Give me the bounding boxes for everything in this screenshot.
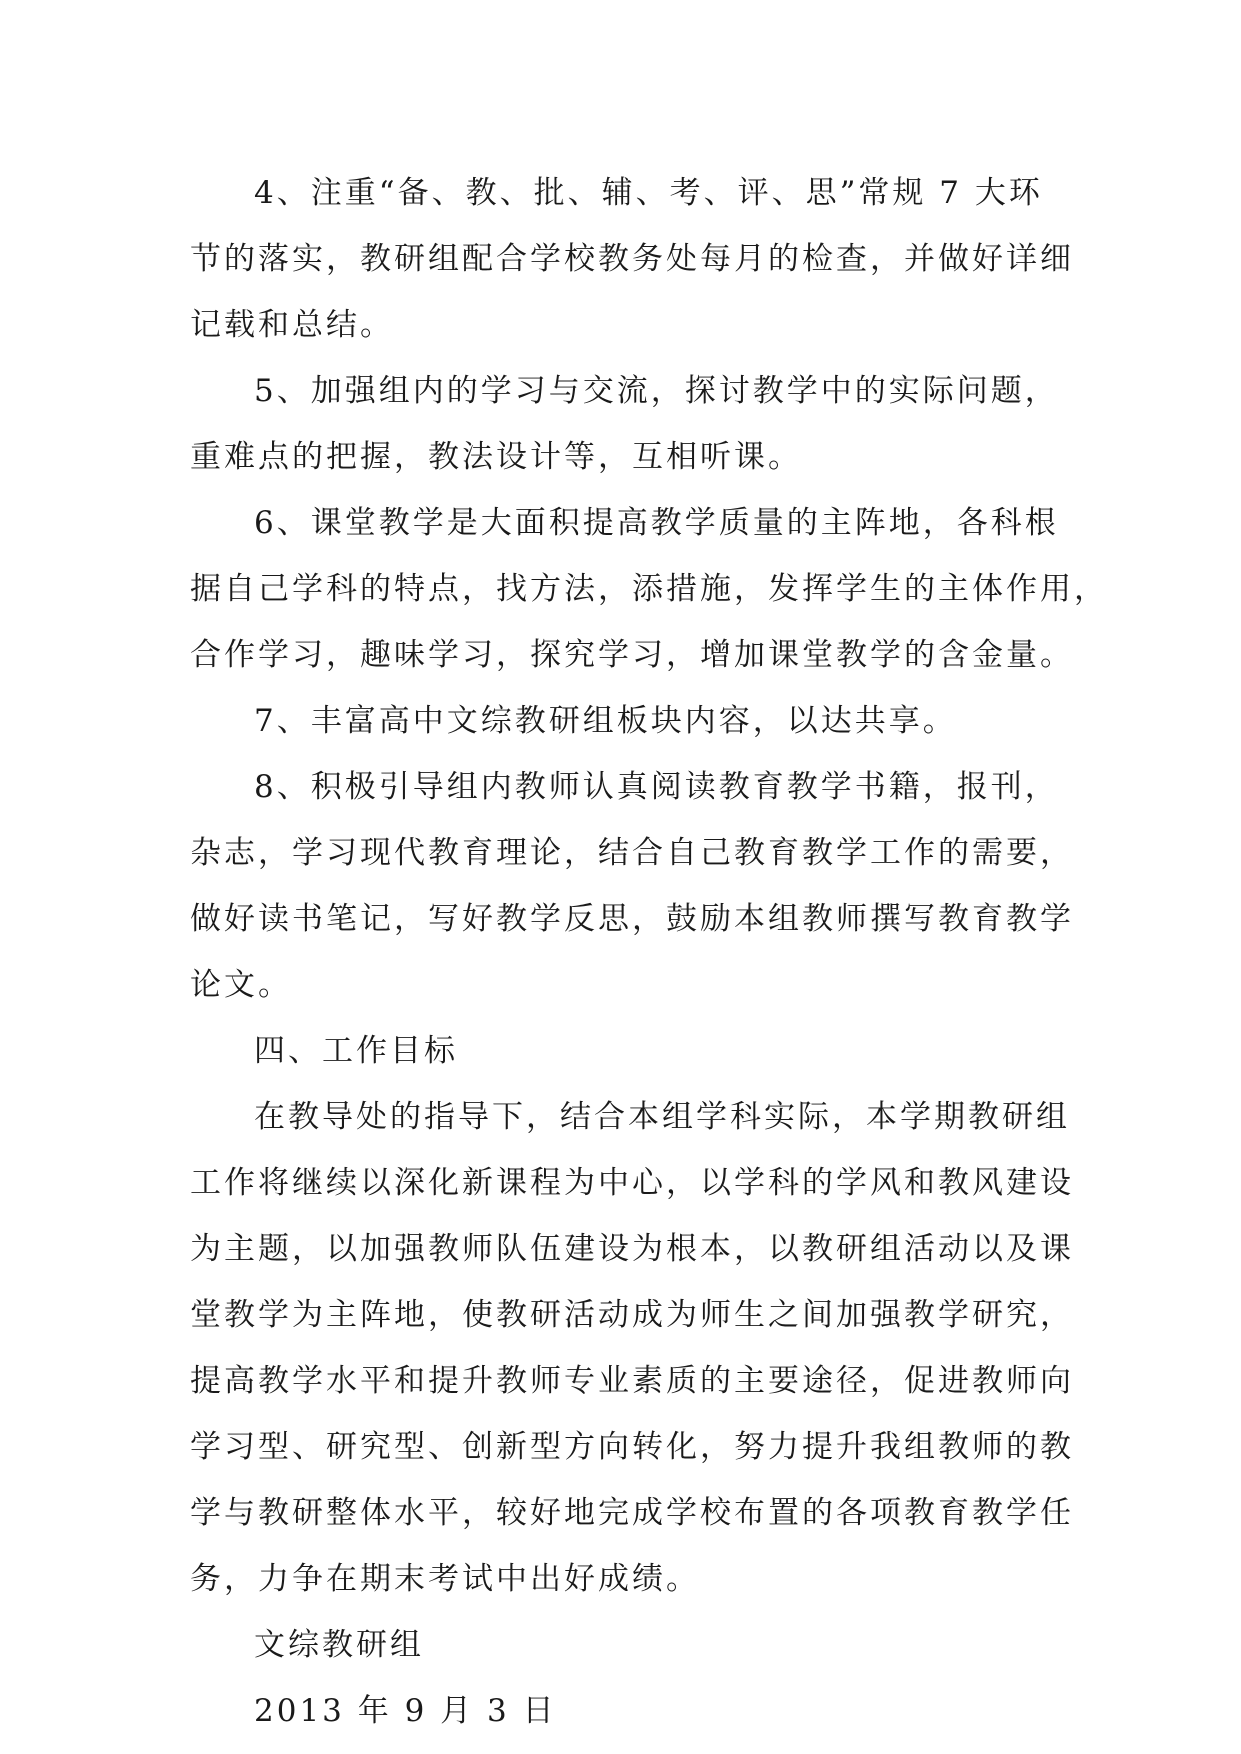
goals-line-6: 学习型、研究型、创新型方向转化，努力提升我组教师的教 xyxy=(190,1429,1074,1465)
item-6-line-1: 6、课堂教学是大面积提高教学质量的主阵地，各科根 xyxy=(254,505,1059,541)
item-4-line-3: 记载和总结。 xyxy=(190,307,394,343)
goals-line-2: 工作将继续以深化新课程为中心，以学科的学风和教风建设 xyxy=(190,1165,1074,1201)
signature-group: 文综教研组 xyxy=(254,1627,424,1663)
signature-date: 2013 年 9 月 3 日 xyxy=(254,1693,557,1729)
item-4-line-2: 节的落实，教研组配合学校教务处每月的检查，并做好详细 xyxy=(190,241,1074,277)
item-5-line-2: 重难点的把握，教法设计等，互相听课。 xyxy=(190,439,802,475)
item-8-line-3: 做好读书笔记，写好教学反思，鼓励本组教师撰写教育教学 xyxy=(190,901,1074,937)
item-5-line-1: 5、加强组内的学习与交流，探讨教学中的实际问题， xyxy=(254,373,1059,409)
item-8-line-4: 论文。 xyxy=(190,967,292,1003)
goals-line-1: 在教导处的指导下，结合本组学科实际，本学期教研组 xyxy=(254,1099,1070,1135)
document-body xyxy=(190,160,1108,1744)
item-8-line-1: 8、积极引导组内教师认真阅读教育教学书籍，报刊， xyxy=(254,769,1059,805)
item-7-line-1: 7、丰富高中文综教研组板块内容，以达共享。 xyxy=(254,703,957,739)
goals-line-4: 堂教学为主阵地，使教研活动成为师生之间加强教学研究， xyxy=(190,1297,1074,1333)
item-6-line-2: 据自己学科的特点，找方法，添措施，发挥学生的主体作用， xyxy=(190,571,1108,607)
item-4-line-1: 4、注重“备、教、批、辅、考、评、思”常规 7 大环 xyxy=(254,175,1043,211)
goals-line-8: 务，力争在期末考试中出好成绩。 xyxy=(190,1561,700,1597)
goals-line-5: 提高教学水平和提升教师专业素质的主要途径，促进教师向 xyxy=(190,1363,1074,1399)
item-6-line-3: 合作学习，趣味学习，探究学习，增加课堂教学的含金量。 xyxy=(190,637,1074,673)
section-heading: 四、工作目标 xyxy=(254,1033,458,1069)
goals-line-7: 学与教研整体水平，较好地完成学校布置的各项教育教学任 xyxy=(190,1495,1074,1531)
goals-line-3: 为主题，以加强教师队伍建设为根本，以教研组活动以及课 xyxy=(190,1231,1074,1267)
item-8-line-2: 杂志，学习现代教育理论，结合自己教育教学工作的需要， xyxy=(190,835,1074,871)
